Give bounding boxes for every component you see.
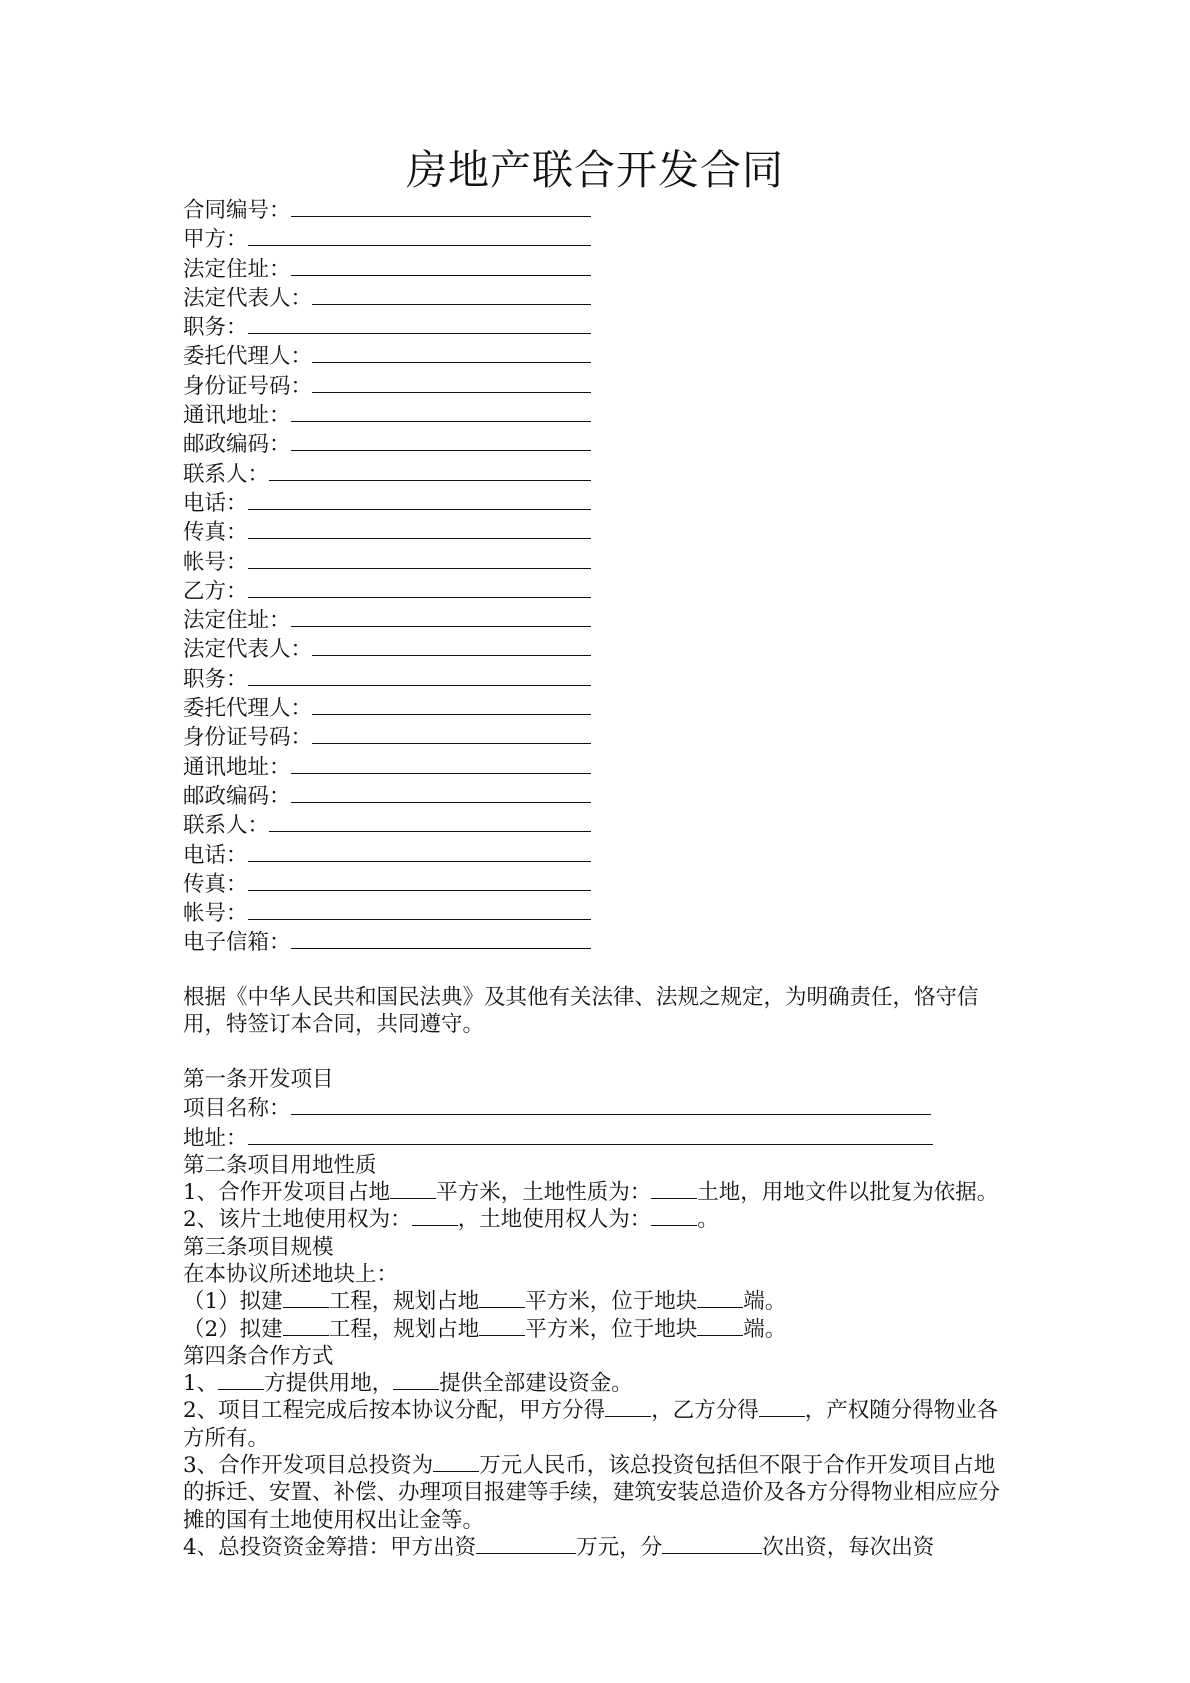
party-field-row xyxy=(183,224,1013,253)
article-4-item-3 xyxy=(183,1452,1013,1534)
fill-in-blank[interactable] xyxy=(248,224,591,246)
party-field-row xyxy=(183,459,1013,488)
document-title: 房地产联合开发合同 xyxy=(406,146,784,194)
text-segment: 3、合作开发项目总投资为 xyxy=(183,1453,434,1479)
party-field-row xyxy=(183,195,1013,224)
text-segment: 平方米，位于地块 xyxy=(525,1289,698,1315)
fill-in-blank[interactable] xyxy=(291,927,591,949)
text-segment: 平方米，土地性质为： xyxy=(436,1180,652,1206)
fill-in-blank[interactable] xyxy=(248,664,591,686)
field-label: 职务： xyxy=(183,666,248,692)
fill-in-blank[interactable] xyxy=(412,1207,458,1226)
fill-in-blank[interactable] xyxy=(312,341,591,363)
text-segment: （2）拟建 xyxy=(183,1316,283,1342)
party-field-row xyxy=(183,547,1013,576)
party-field-row xyxy=(183,664,1013,693)
text-segment: 1、 xyxy=(183,1371,219,1397)
party-field-row xyxy=(183,927,1013,956)
text-segment: 工程，规划占地 xyxy=(328,1316,480,1342)
fill-in-blank[interactable] xyxy=(697,1317,743,1336)
article-2-item-2 xyxy=(183,1206,1013,1233)
article-4-item-2 xyxy=(183,1397,1013,1452)
fill-in-blank[interactable] xyxy=(697,1289,743,1308)
field-label: 法定住址： xyxy=(183,608,291,634)
fill-in-blank[interactable] xyxy=(291,752,591,774)
fill-in-blank[interactable] xyxy=(291,429,591,451)
text-segment: 万元人民币，该总投资包括但不限于合作开发项目占地的拆迁、安置、补偿、办理项目报建等手续，建筑安装总造价及各方分得物业相应应分摊的国有土地使用权出让金等。 xyxy=(183,1453,1001,1533)
article-3-intro: 在本协议所述地块上： xyxy=(183,1261,399,1287)
field-label: 邮政编码： xyxy=(183,783,291,809)
fill-in-blank[interactable] xyxy=(312,722,591,744)
article-3-item-1 xyxy=(183,1288,1013,1315)
document-body xyxy=(183,195,1013,1561)
fill-in-blank[interactable] xyxy=(218,1371,264,1390)
spacer xyxy=(183,1039,1013,1066)
article-1-title: 第一条开发项目 xyxy=(183,1066,334,1092)
field-label: 帐号： xyxy=(183,901,248,927)
party-field-row xyxy=(183,605,1013,634)
text-segment: 1、合作开发项目占地 xyxy=(183,1180,391,1206)
fill-in-blank[interactable] xyxy=(291,254,591,276)
party-info-section xyxy=(183,195,1013,957)
fill-in-blank[interactable] xyxy=(312,283,591,305)
fill-in-blank[interactable] xyxy=(283,1289,329,1308)
fill-in-blank[interactable] xyxy=(269,459,591,481)
party-field-row xyxy=(183,576,1013,605)
project-name-field xyxy=(183,1093,1013,1122)
fill-in-blank[interactable] xyxy=(248,517,591,539)
fill-in-blank[interactable] xyxy=(248,840,591,862)
fill-in-blank[interactable] xyxy=(248,312,591,334)
text-segment: ，产权随分得物业各方所有。 xyxy=(183,1398,999,1451)
fill-in-blank[interactable] xyxy=(393,1371,439,1390)
fill-in-blank[interactable] xyxy=(269,810,591,832)
field-label: 委托代理人： xyxy=(183,696,313,722)
fill-in-blank[interactable] xyxy=(662,1535,762,1554)
text-segment: 2、项目工程完成后按本协议分配，甲方分得 xyxy=(183,1398,606,1424)
field-label: 通讯地址： xyxy=(183,754,291,780)
field-label: 合同编号： xyxy=(183,198,291,223)
fill-in-blank[interactable] xyxy=(476,1535,576,1554)
fill-in-blank[interactable] xyxy=(283,1317,329,1336)
text-segment: 提供全部建设资金。 xyxy=(439,1371,633,1397)
party-field-row xyxy=(183,488,1013,517)
field-label: 联系人： xyxy=(183,461,270,487)
field-label: 通讯地址： xyxy=(183,403,291,429)
fill-in-blank[interactable] xyxy=(312,634,591,656)
fill-in-blank[interactable] xyxy=(479,1317,525,1336)
article-2-title: 第二条项目用地性质 xyxy=(183,1152,377,1178)
field-label: 帐号： xyxy=(183,549,248,575)
field-label: 乙方： xyxy=(183,578,248,604)
party-field-row xyxy=(183,517,1013,546)
party-field-row xyxy=(183,810,1013,839)
field-label: 项目名称： xyxy=(183,1096,291,1122)
field-label: 电话： xyxy=(183,490,248,516)
field-label: 传真： xyxy=(183,520,248,546)
party-field-row xyxy=(183,840,1013,869)
text-segment: ，土地使用权人为： xyxy=(457,1207,652,1233)
field-label: 电子信箱： xyxy=(183,930,291,956)
fill-in-blank[interactable] xyxy=(479,1289,525,1308)
fill-in-blank[interactable] xyxy=(291,1093,931,1115)
fill-in-blank[interactable] xyxy=(312,693,591,715)
fill-in-blank[interactable] xyxy=(605,1398,651,1417)
fill-in-blank[interactable] xyxy=(248,576,591,598)
text-segment: 土地，用地文件以批复为依据。 xyxy=(697,1180,999,1206)
party-field-row xyxy=(183,693,1013,722)
field-label: 委托代理人： xyxy=(183,344,313,370)
text-segment: 万元，分 xyxy=(576,1534,663,1560)
field-label: 职务： xyxy=(183,315,248,341)
party-field-row xyxy=(183,283,1013,312)
field-label: 电话： xyxy=(183,842,248,868)
article-2-item-1 xyxy=(183,1179,1013,1206)
field-label: 法定代表人： xyxy=(183,637,313,663)
party-field-row xyxy=(183,429,1013,458)
field-label: 邮政编码： xyxy=(183,432,291,458)
field-label: 联系人： xyxy=(183,813,270,839)
text-segment: 次出资，每次出资 xyxy=(762,1534,935,1560)
field-label: 身份证号码： xyxy=(183,373,313,399)
party-field-row xyxy=(183,781,1013,810)
fill-in-blank[interactable] xyxy=(248,488,591,510)
text-segment: ，乙方分得 xyxy=(651,1398,759,1424)
spacer xyxy=(183,957,1013,984)
party-field-row xyxy=(183,898,1013,927)
field-label: 法定住址： xyxy=(183,256,291,282)
fill-in-blank[interactable] xyxy=(390,1180,436,1199)
article-3-item-2 xyxy=(183,1316,1013,1343)
text-segment: 工程，规划占地 xyxy=(328,1289,480,1315)
party-field-row xyxy=(183,371,1013,400)
article-4-title: 第四条合作方式 xyxy=(183,1343,334,1369)
text-segment: 。 xyxy=(697,1207,719,1233)
field-label: 地址： xyxy=(183,1125,248,1151)
preamble-paragraph: 根据《中华人民共和国民法典》及其他有关法律、法规之规定，为明确责任，恪守信用，特签订本合同，共同遵守。 xyxy=(183,985,979,1038)
field-label: 传真： xyxy=(183,871,248,897)
fill-in-blank[interactable] xyxy=(248,1123,933,1145)
project-address-field xyxy=(183,1123,1013,1152)
text-segment: 端。 xyxy=(743,1316,787,1342)
party-field-row xyxy=(183,254,1013,283)
fill-in-blank[interactable] xyxy=(651,1207,697,1226)
party-field-row xyxy=(183,869,1013,898)
fill-in-blank[interactable] xyxy=(291,605,591,627)
article-3-title: 第三条项目规模 xyxy=(183,1234,334,1260)
field-label: 法定代表人： xyxy=(183,285,313,311)
fill-in-blank[interactable] xyxy=(248,898,591,920)
text-segment: 4、总投资资金筹措：甲方出资 xyxy=(183,1534,477,1560)
party-field-row xyxy=(183,722,1013,751)
text-segment: （1）拟建 xyxy=(183,1289,283,1315)
text-segment: 平方米，位于地块 xyxy=(525,1316,698,1342)
fill-in-blank[interactable] xyxy=(759,1398,805,1417)
article-4-item-1 xyxy=(183,1370,1013,1397)
text-segment: 端。 xyxy=(743,1289,787,1315)
fill-in-blank[interactable] xyxy=(248,869,591,891)
fill-in-blank[interactable] xyxy=(312,371,591,393)
fill-in-blank[interactable] xyxy=(291,781,591,803)
field-label: 甲方： xyxy=(183,227,248,253)
party-field-row xyxy=(183,634,1013,663)
party-field-row xyxy=(183,312,1013,341)
party-field-row xyxy=(183,341,1013,370)
text-segment: 方提供用地， xyxy=(264,1371,394,1397)
fill-in-blank[interactable] xyxy=(433,1453,479,1472)
fill-in-blank[interactable] xyxy=(291,400,591,422)
fill-in-blank[interactable] xyxy=(651,1180,697,1199)
party-field-row xyxy=(183,752,1013,781)
fill-in-blank[interactable] xyxy=(291,195,591,217)
text-segment: 2、该片土地使用权为： xyxy=(183,1207,412,1233)
article-4-item-4 xyxy=(183,1534,1013,1561)
party-field-row xyxy=(183,400,1013,429)
field-label: 身份证号码： xyxy=(183,725,313,751)
fill-in-blank[interactable] xyxy=(248,547,591,569)
